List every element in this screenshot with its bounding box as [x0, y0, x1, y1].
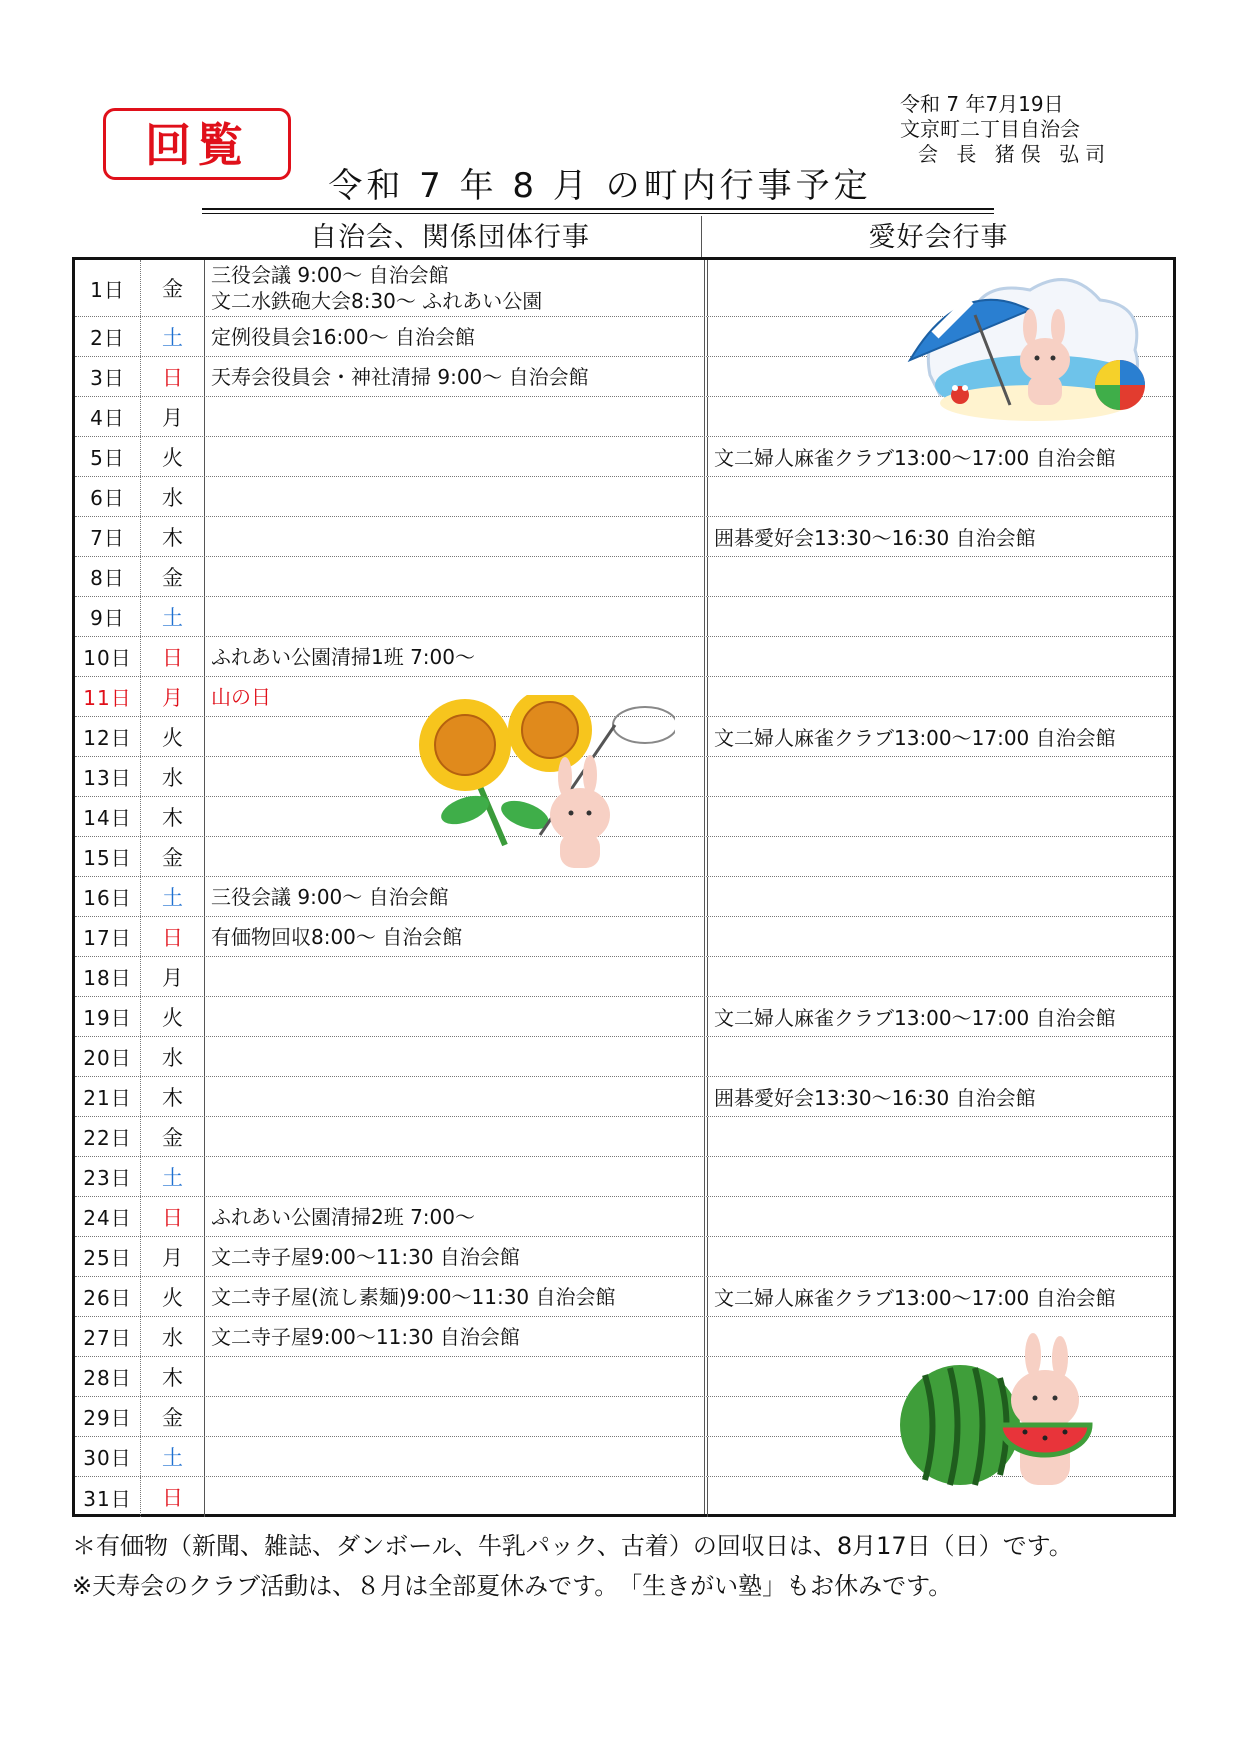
row-weekday: 金: [141, 1117, 205, 1156]
row-date: 11日: [75, 677, 141, 716]
column-header-clubs: 愛好会行事: [868, 222, 1009, 253]
row-date: 25日: [75, 1237, 141, 1276]
row-weekday: 月: [141, 957, 205, 996]
row-weekday: 土: [141, 1437, 205, 1476]
row-club-event: [707, 477, 1173, 516]
row-weekday: 日: [141, 637, 205, 676]
row-events: [211, 317, 699, 356]
row-club-event: [707, 1117, 1173, 1156]
row-weekday: 木: [141, 517, 205, 556]
row-date: 16日: [75, 877, 141, 916]
row-events: [211, 1397, 699, 1436]
row-weekday: 金: [141, 837, 205, 876]
row-events: [211, 917, 699, 956]
row-events: [211, 1357, 699, 1396]
row-events: [211, 477, 699, 516]
notes: [72, 1526, 1073, 1606]
row-events: [211, 997, 699, 1036]
row-date: 30日: [75, 1437, 141, 1476]
row-weekday: 火: [141, 437, 205, 476]
note-summer-break: ※天寿会のクラブ活動は、８月は全部夏休みです。 「生きがい塾」もお休みです。: [72, 1572, 953, 1600]
schedule-row: [75, 1237, 1173, 1277]
row-weekday: 日: [141, 357, 205, 396]
schedule-row: [75, 917, 1173, 957]
row-date: 23日: [75, 1157, 141, 1196]
row-date: 13日: [75, 757, 141, 796]
row-date: 8日: [75, 557, 141, 596]
row-events: [211, 877, 699, 916]
row-date: 15日: [75, 837, 141, 876]
row-events: [211, 597, 699, 636]
row-events: [211, 1477, 699, 1517]
row-club-event: [707, 1197, 1173, 1236]
row-club-event: [707, 957, 1173, 996]
row-date: 18日: [75, 957, 141, 996]
row-weekday: 水: [141, 477, 205, 516]
row-date: 14日: [75, 797, 141, 836]
row-date: 3日: [75, 357, 141, 396]
row-club-event: 囲碁愛好会13:30～16:30 自治会館: [707, 517, 1173, 556]
row-events: [211, 1077, 699, 1116]
row-weekday: 木: [141, 1077, 205, 1116]
row-weekday: 日: [141, 1197, 205, 1236]
row-date: 4日: [75, 397, 141, 436]
row-events: [211, 1317, 699, 1356]
schedule-row: [75, 1077, 1173, 1117]
row-club-event: [707, 877, 1173, 916]
schedule-row: [75, 557, 1173, 597]
president-name: 会 長 猪俣 弘司: [918, 142, 1112, 166]
row-weekday: 水: [141, 1317, 205, 1356]
row-weekday: 金: [141, 1397, 205, 1436]
row-date: 6日: [75, 477, 141, 516]
row-weekday: 火: [141, 1277, 205, 1316]
schedule-row: [75, 1117, 1173, 1157]
row-events: [211, 1037, 699, 1076]
row-date: 24日: [75, 1197, 141, 1236]
schedule-row: [75, 1277, 1173, 1317]
row-club-event: [707, 797, 1173, 836]
row-events: [211, 260, 699, 316]
beach-umbrella-bunny-illustration: [900, 265, 1150, 425]
schedule-row: [75, 997, 1173, 1037]
row-club-event: 文二婦人麻雀クラブ13:00～17:00 自治会館: [707, 997, 1173, 1036]
row-weekday: 水: [141, 1037, 205, 1076]
schedule-table: [72, 257, 1176, 1517]
row-weekday: 金: [141, 260, 205, 316]
row-date: 2日: [75, 317, 141, 356]
row-events: [211, 957, 699, 996]
schedule-row: [75, 477, 1173, 517]
row-events: [211, 1117, 699, 1156]
row-weekday: 日: [141, 1477, 205, 1517]
schedule-row: [75, 957, 1173, 997]
row-date: 21日: [75, 1077, 141, 1116]
issue-date: 令和 7 年7月19日: [900, 92, 1064, 116]
row-weekday: 月: [141, 397, 205, 436]
row-weekday: 火: [141, 717, 205, 756]
event-entry: ふれあい公園清掃1班 7:00～: [211, 644, 475, 669]
row-date: 28日: [75, 1357, 141, 1396]
row-club-event: [707, 1157, 1173, 1196]
schedule-row: [75, 517, 1173, 557]
row-date: 7日: [75, 517, 141, 556]
row-weekday: 土: [141, 877, 205, 916]
row-club-event: 文二婦人麻雀クラブ13:00～17:00 自治会館: [707, 717, 1173, 756]
row-club-event: [707, 917, 1173, 956]
row-events: [211, 1157, 699, 1196]
schedule-row: [75, 597, 1173, 637]
row-club-event: [707, 557, 1173, 596]
row-date: 22日: [75, 1117, 141, 1156]
row-events: [211, 557, 699, 596]
event-entry: 三役会議 9:00～ 自治会館: [211, 884, 449, 909]
watermelon-bunny-illustration: [895, 1330, 1105, 1500]
page-title: 令和 7 年 8 月 の町内行事予定: [328, 166, 872, 206]
row-club-event: 文二婦人麻雀クラブ13:00～17:00 自治会館: [707, 1277, 1173, 1316]
event-entry: 文二水鉄砲大会8:30～ ふれあい公園: [211, 289, 543, 313]
row-date: 5日: [75, 437, 141, 476]
schedule-row: [75, 1197, 1173, 1237]
schedule-row: [75, 877, 1173, 917]
row-date: 31日: [75, 1477, 141, 1517]
row-club-event: [707, 677, 1173, 716]
row-weekday: 木: [141, 1357, 205, 1396]
row-weekday: 火: [141, 997, 205, 1036]
schedule-row: [75, 1157, 1173, 1197]
row-weekday: 土: [141, 597, 205, 636]
row-date: 26日: [75, 1277, 141, 1316]
row-events: [211, 1197, 699, 1236]
row-club-event: [707, 1037, 1173, 1076]
organization-name: 文京町二丁目自治会: [900, 117, 1080, 141]
row-events: [211, 1237, 699, 1276]
row-weekday: 土: [141, 1157, 205, 1196]
schedule-row: [75, 637, 1173, 677]
event-entry: 山の日: [211, 684, 271, 709]
row-weekday: 日: [141, 917, 205, 956]
row-events: [211, 1437, 699, 1476]
row-club-event: [707, 637, 1173, 676]
note-recycling: ＊有価物（新聞、雑誌、ダンボール、牛乳パック、古着）の回収日は、8月17日（日）です。: [72, 1532, 1073, 1560]
header-info: [900, 92, 1111, 167]
event-entry: 文二寺子屋9:00～11:30 自治会館: [211, 1324, 520, 1349]
event-entry: ふれあい公園清掃2班 7:00～: [211, 1204, 475, 1229]
row-events: [211, 357, 699, 396]
row-events: [211, 517, 699, 556]
row-weekday: 金: [141, 557, 205, 596]
row-club-event: 文二婦人麻雀クラブ13:00～17:00 自治会館: [707, 437, 1173, 476]
row-date: 9日: [75, 597, 141, 636]
row-weekday: 水: [141, 757, 205, 796]
title-underline: [202, 208, 994, 214]
event-entry: 定例役員会16:00～ 自治会館: [211, 324, 475, 349]
row-weekday: 土: [141, 317, 205, 356]
stamp-text: 回覧: [145, 118, 249, 172]
event-entry: 有価物回収8:00～ 自治会館: [211, 924, 463, 949]
row-weekday: 月: [141, 677, 205, 716]
row-events: [211, 637, 699, 676]
column-header-events: 自治会、関係団体行事: [310, 222, 590, 253]
row-date: 27日: [75, 1317, 141, 1356]
row-weekday: 月: [141, 1237, 205, 1276]
row-club-event: 囲碁愛好会13:30～16:30 自治会館: [707, 1077, 1173, 1116]
schedule-row: [75, 437, 1173, 477]
event-entry: 文二寺子屋(流し素麺)9:00～11:30 自治会館: [211, 1284, 616, 1309]
sunflower-bunny-illustration: [415, 695, 675, 875]
event-entry: 文二寺子屋9:00～11:30 自治会館: [211, 1244, 520, 1269]
row-events: [211, 437, 699, 476]
row-date: 17日: [75, 917, 141, 956]
row-events: [211, 1277, 699, 1316]
row-date: 19日: [75, 997, 141, 1036]
row-club-event: [707, 597, 1173, 636]
row-date: 12日: [75, 717, 141, 756]
event-entry: 三役会議 9:00～ 自治会館: [211, 263, 449, 287]
event-entry: 天寿会役員会・神社清掃 9:00～ 自治会館: [211, 364, 589, 389]
row-club-event: [707, 837, 1173, 876]
row-date: 10日: [75, 637, 141, 676]
row-date: 29日: [75, 1397, 141, 1436]
row-club-event: [707, 1237, 1173, 1276]
row-events: [211, 397, 699, 436]
row-date: 1日: [75, 260, 141, 316]
row-date: 20日: [75, 1037, 141, 1076]
row-weekday: 木: [141, 797, 205, 836]
schedule-row: [75, 1037, 1173, 1077]
row-club-event: [707, 757, 1173, 796]
